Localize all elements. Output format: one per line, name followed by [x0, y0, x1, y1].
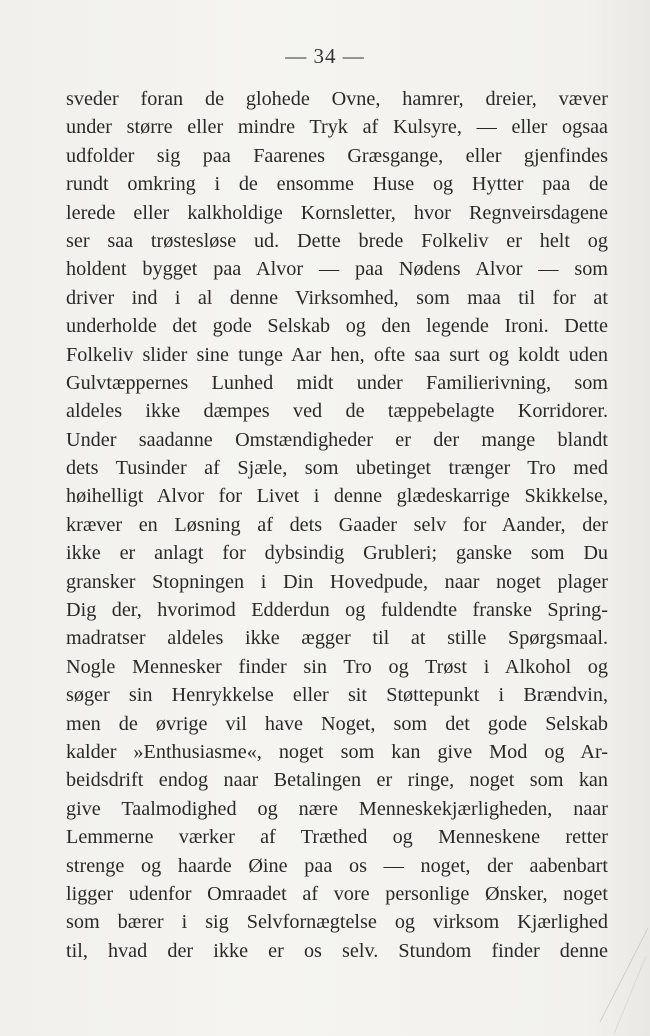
- text-line: dets Tusinder af Sjæle, som ubetinget trænger Tro med: [66, 457, 608, 480]
- text-line: ikke er anlagt for dybsindig Grubleri; ganske som Du: [66, 542, 608, 565]
- text-line: søger sin Henrykkelse eller sit Støttepunkt i Brændvin,: [66, 684, 608, 707]
- text-line: Folkeliv slider sine tunge Aar hen, ofte saa surt og koldt uden: [66, 343, 608, 366]
- text-line: under større eller mindre Tryk af Kulsyre, — eller ogsaa: [66, 116, 608, 139]
- text-line: udfolder sig paa Faarenes Græsgange, eller gjenfindes: [66, 144, 608, 167]
- text-line: ser saa trøstesløse ud. Dette brede Folkeliv er helt og: [66, 229, 608, 252]
- page-number: — 34 —: [285, 44, 365, 68]
- paper-crease-mark: [580, 926, 650, 1036]
- text-line: men de øvrige vil have Noget, som det gode Selskab: [66, 712, 608, 735]
- text-line: gransker Stopningen i Din Hovedpude, naar noget plager: [66, 570, 608, 593]
- text-line: underholde det gode Selskab og den legende Ironi. Dette: [66, 315, 608, 338]
- text-line: lerede eller kalkholdige Kornsletter, hvor Regnveirsdagene: [66, 201, 608, 224]
- text-line: madratser aldeles ikke ægger til at stille Spørgsmaal.: [66, 627, 608, 650]
- text-line: Under saadanne Omstændigheder er der mange blandt: [66, 428, 608, 451]
- text-line: ligger udenfor Omraadet af vore personlige Ønsker, noget: [66, 882, 608, 905]
- text-line: strenge og haarde Øine paa os — noget, der aabenbart: [66, 854, 608, 877]
- text-line: rundt omkring i de ensomme Huse og Hytter paa de: [66, 173, 608, 196]
- text-line: driver ind i al denne Virksomhed, som maa til for at: [66, 286, 608, 309]
- text-line: kalder »Enthusiasme«, noget som kan give Mod og Ar-: [66, 740, 608, 763]
- body-text: [66, 85, 608, 965]
- text-line: som bærer i sig Selvfornægtelse og virksom Kjærlighed: [66, 911, 608, 934]
- text-line: beidsdrift endog naar Betalingen er ringe, noget som kan: [66, 769, 608, 792]
- text-line: give Taalmodighed og nære Menneskekjærligheden, naar: [66, 797, 608, 820]
- text-line: Lemmerne værker af Træthed og Menneskene retter: [66, 826, 608, 849]
- text-line: Gulvtæppernes Lunhed midt under Familierivning, som: [66, 371, 608, 394]
- text-line: kræver en Løsning af dets Gaader selv for Aander, der: [66, 513, 608, 536]
- text-line: høihelligt Alvor for Livet i denne glædeskarrige Skikkelse,: [66, 485, 608, 508]
- text-line: sveder foran de glohede Ovne, hamrer, dreier, væver: [66, 88, 608, 110]
- text-line: Dig der, hvorimod Edderdun og fuldendte franske Spring-: [66, 599, 608, 622]
- text-line: Nogle Mennesker finder sin Tro og Trøst i Alkohol og: [66, 655, 608, 678]
- text-line: holdent bygget paa Alvor — paa Nødens Alvor — som: [66, 258, 608, 281]
- text-line: til, hvad der ikke er os selv. Stundom finder denne: [66, 939, 608, 962]
- text-line: aldeles ikke dæmpes ved de tæppebelagte Korridorer.: [66, 400, 608, 423]
